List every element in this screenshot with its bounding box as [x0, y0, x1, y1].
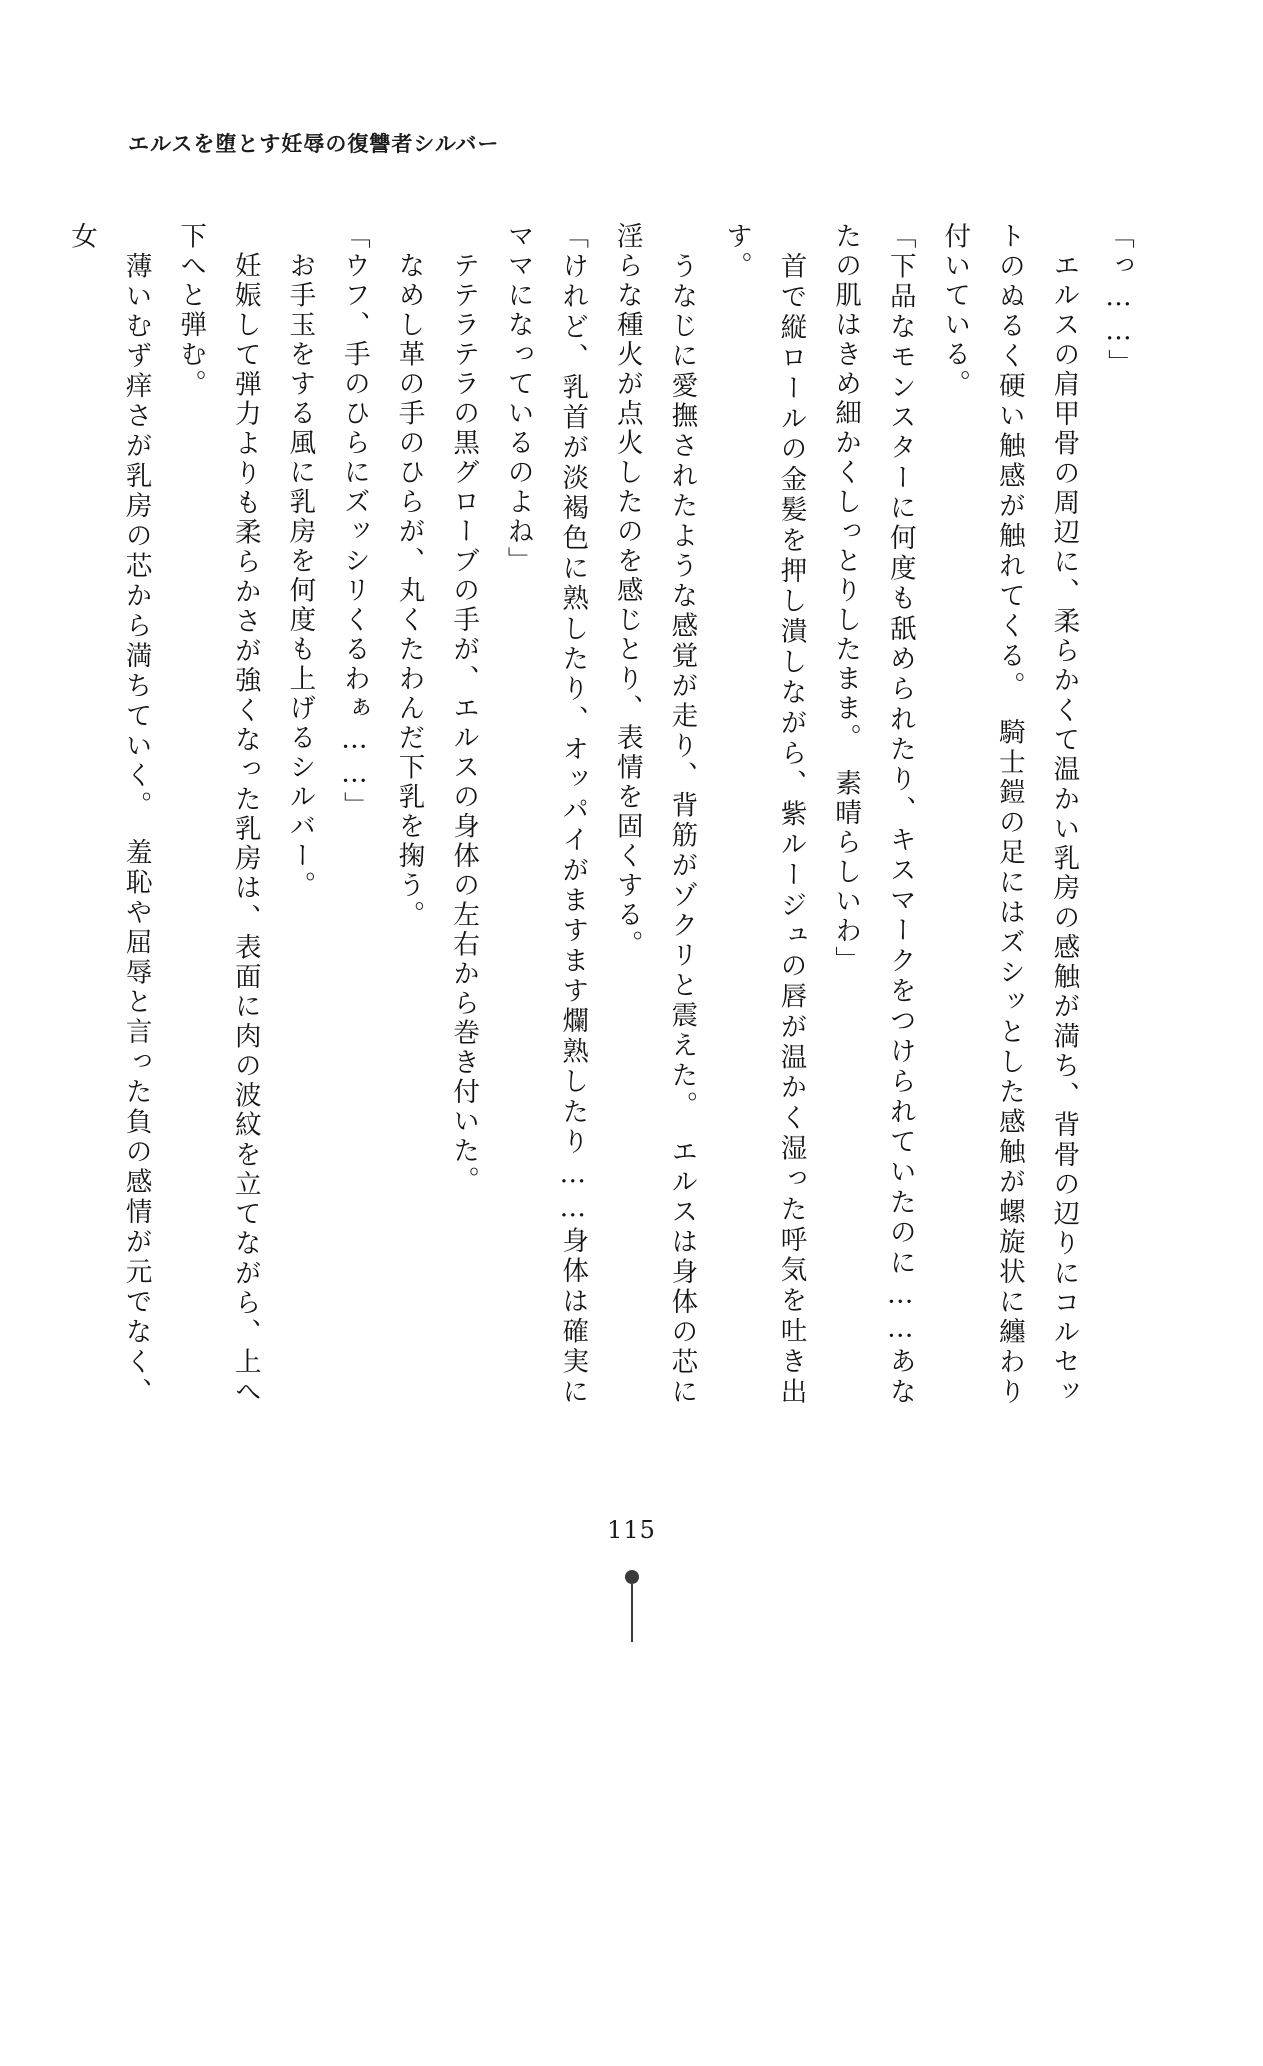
paragraph: エルスの肩甲骨の周辺に、柔らかくて温かい乳房の感触が満ち、背骨の辺りにコルセットのぬるく硬い触感が触れてくる。 騎士鎧の足にはズシッとした感触が螺旋状に纏わり付いている。 [939, 222, 1080, 1408]
binding-line-icon [631, 1584, 633, 1642]
paragraph: なめし革の手のひらが、丸くたわんだ下乳を掬う。 [393, 222, 425, 930]
running-head: エルスを堕とす妊辱の復讐者シルバー [128, 132, 500, 156]
paragraph: 「けれど、乳首が淡褐色に熟したり、オッパイがますます爛熟したり……身体は確実にママになっているのよね」 [502, 222, 589, 1407]
paragraph: 妊娠して弾力よりも柔らかさが強くなった乳房は、表面に肉の波紋を立てながら、上へ下へと弾む。 [175, 222, 261, 1407]
page-body-text [66, 222, 1145, 1408]
paragraph: 「ウフ、手のひらにズッシリくるわぁ……」 [338, 222, 370, 821]
binding-dot-icon [625, 1570, 639, 1584]
paragraph: 首で縦ロールの金髪を押し潰しながら、紫ルージュの唇が温かく湿った呼気を吐き出す。 [720, 222, 807, 1407]
paragraph: 「下品なモンスターに何度も舐められたり、キスマークをつけられていたのに……あなたの肌はきめ細かくしっとりしたまま。 素晴らしいわ」 [830, 222, 916, 1408]
paragraph: お手玉をする風に乳房を何度も上げるシルバー。 [284, 222, 316, 901]
paragraph: テテラテラの黒グローブの手が、エルスの身体の左右から巻き付いた。 [448, 222, 480, 1196]
paragraph: 「っ……」 [1103, 222, 1134, 379]
page-number: 115 [607, 1516, 656, 1544]
paragraph: 薄いむず痒さが乳房の芯から満ちていく。 羞恥や屈辱と言った負の感情が元でなく、女 [66, 222, 152, 1407]
paragraph: うなじに愛撫されたような感覚が走り、背筋がゾクリと震えた。 エルスは身体の芯に淫らな種火が点火したのを感じとり、表情を固くする。 [611, 222, 698, 1407]
